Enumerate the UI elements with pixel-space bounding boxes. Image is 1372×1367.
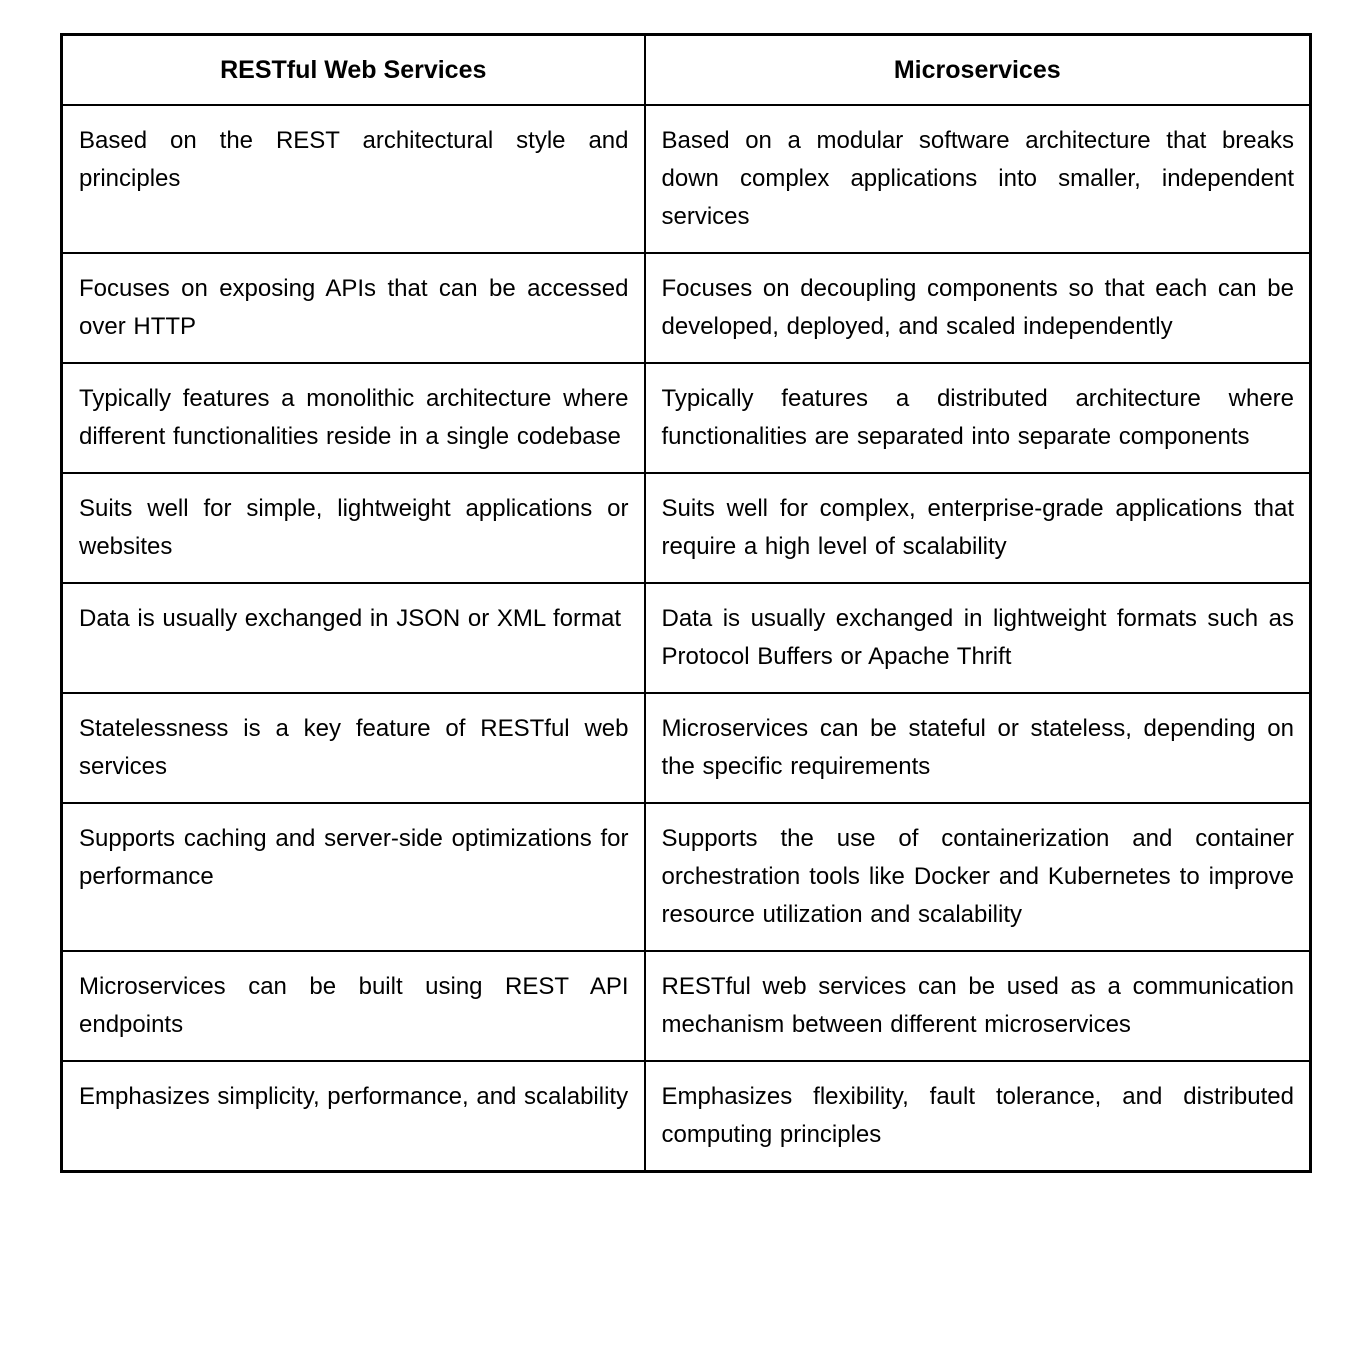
- microservices-cell: Data is usually exchanged in lightweight formats such as Protocol Buffers or Apache Thrift: [645, 583, 1311, 693]
- column-header-restful: RESTful Web Services: [62, 35, 645, 106]
- microservices-cell: Microservices can be stateful or stateless, depending on the specific requirements: [645, 693, 1311, 803]
- table-row: [62, 951, 1311, 1061]
- table-row: [62, 803, 1311, 951]
- table-row: [62, 473, 1311, 583]
- microservices-cell: Suits well for complex, enterprise-grade applications that require a high level of scalability: [645, 473, 1311, 583]
- table-row: [62, 363, 1311, 473]
- column-header-microservices: Microservices: [645, 35, 1311, 106]
- restful-cell: Supports caching and server-side optimizations for performance: [62, 803, 645, 951]
- microservices-cell: Based on a modular software architecture that breaks down complex applications into smaller, independent services: [645, 105, 1311, 253]
- table-row: [62, 1061, 1311, 1172]
- table-row: [62, 105, 1311, 253]
- table-row: [62, 583, 1311, 693]
- restful-cell: Data is usually exchanged in JSON or XML format: [62, 583, 645, 693]
- restful-cell: Based on the REST architectural style and principles: [62, 105, 645, 253]
- restful-cell: Suits well for simple, lightweight applications or websites: [62, 473, 645, 583]
- restful-cell: Microservices can be built using REST API endpoints: [62, 951, 645, 1061]
- microservices-cell: Emphasizes flexibility, fault tolerance, and distributed computing principles: [645, 1061, 1311, 1172]
- restful-cell: Statelessness is a key feature of RESTful web services: [62, 693, 645, 803]
- header-row: [62, 35, 1311, 106]
- comparison-table: [60, 33, 1312, 1173]
- microservices-cell: Focuses on decoupling components so that each can be developed, deployed, and scaled independently: [645, 253, 1311, 363]
- microservices-cell: Typically features a distributed architecture where functionalities are separated into separate components: [645, 363, 1311, 473]
- restful-cell: Emphasizes simplicity, performance, and scalability: [62, 1061, 645, 1172]
- table-row: [62, 693, 1311, 803]
- microservices-cell: Supports the use of containerization and container orchestration tools like Docker and Kubernetes to improve resource utilization and scalability: [645, 803, 1311, 951]
- restful-cell: Focuses on exposing APIs that can be accessed over HTTP: [62, 253, 645, 363]
- microservices-cell: RESTful web services can be used as a communication mechanism between different microservices: [645, 951, 1311, 1061]
- table-row: [62, 253, 1311, 363]
- restful-cell: Typically features a monolithic architecture where different functionalities reside in a single codebase: [62, 363, 645, 473]
